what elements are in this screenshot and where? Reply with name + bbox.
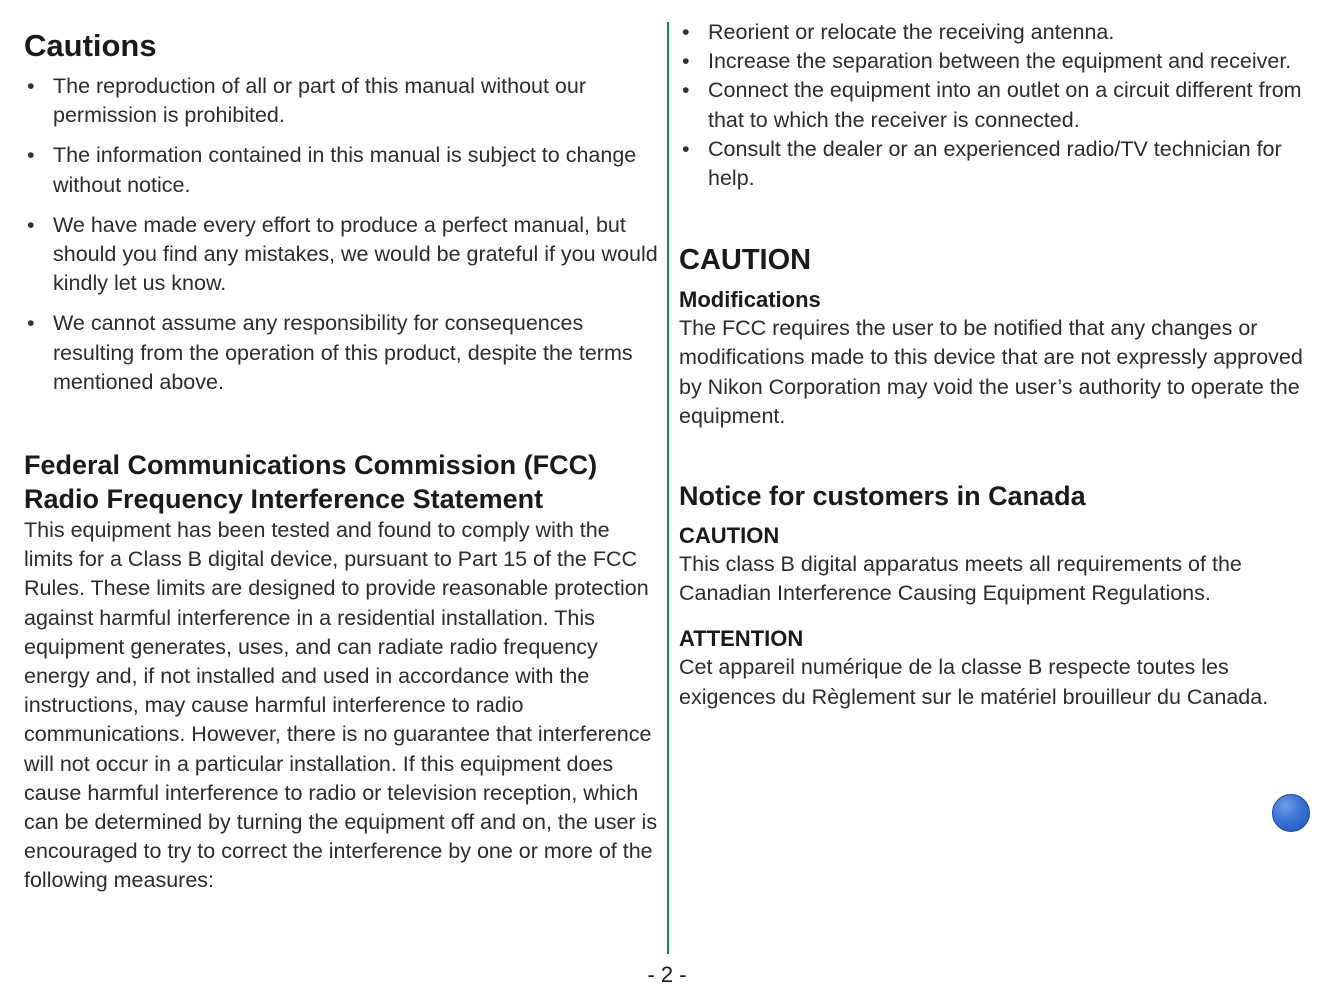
- canada-caution-subheading: CAUTION: [679, 523, 780, 549]
- fcc-measure-item: • Increase the separation between the equipment and receiver.: [679, 47, 1319, 76]
- canada-attention-subheading: ATTENTION: [679, 626, 804, 652]
- caution-heading: CAUTION: [679, 244, 812, 277]
- cautions-item: • The information contained in this manual is subject to change without notice.: [24, 141, 660, 199]
- next-page-button-icon[interactable]: [1272, 794, 1310, 832]
- fcc-heading-line1: Federal Communications Commission (FCC): [24, 450, 598, 481]
- cautions-item: • The reproduction of all or part of this manual without our permission is prohibited.: [24, 72, 660, 130]
- modifications-body: The FCC requires the user to be notified that any changes or modifications made to this device that are not expressly approved by Nikon Corporation may void the user’s authority to operate the equipment.: [679, 316, 1303, 428]
- cautions-item: • We cannot assume any responsibility for consequences resulting from the operation of this product, despite the terms mentioned above.: [24, 309, 660, 397]
- cautions-item: • We have made every effort to produce a perfect manual, but should you find any mistakes, we would be grateful if you would kindly let us know.: [24, 211, 660, 299]
- canada-caution-body: This class B digital apparatus meets all requirements of the Canadian Interference Causing Equipment Regulations.: [679, 552, 1242, 606]
- fcc-statement-body: This equipment has been tested and found to comply with the limits for a Class B digital device, pursuant to Part 15 of the FCC Rules. These limits are designed to provide reasonable protection against harmful interference in a residential installation. This equipment generates, uses, and can radiate radio frequency energy and, if not installed and used in accordance with the instructions, may cause harmful interference to radio communications. However, there is no guarantee that interference will not occur in a particular installation. If this equipment does cause harmful interference to radio or television reception, which can be determined by turning the equipment off and on, the user is encouraged to try to correct the interference by one or more of the following measures:: [24, 518, 658, 893]
- column-divider: [667, 22, 669, 954]
- fcc-measure-item: • Connect the equipment into an outlet on a circuit different from that to which the receiver is connected.: [679, 76, 1319, 134]
- canada-notice-heading: Notice for customers in Canada: [679, 481, 1086, 512]
- left-column: [24, 26, 660, 896]
- fcc-measures-list: [679, 18, 1319, 193]
- canada-attention-body: Cet appareil numérique de la classe B respecte toutes les exigences du Règlement sur le matériel brouilleur du Canada.: [679, 655, 1269, 709]
- fcc-measure-item: • Reorient or relocate the receiving antenna.: [679, 18, 1319, 47]
- right-column: [679, 18, 1319, 712]
- modifications-subheading: Modifications: [679, 287, 821, 313]
- cautions-list: [24, 72, 660, 397]
- page-number: - 2 -: [647, 962, 687, 987]
- cautions-heading: Cautions: [24, 28, 157, 63]
- fcc-heading-line2: Radio Frequency Interference Statement: [24, 484, 544, 515]
- fcc-measure-item: • Consult the dealer or an experienced radio/TV technician for help.: [679, 135, 1319, 193]
